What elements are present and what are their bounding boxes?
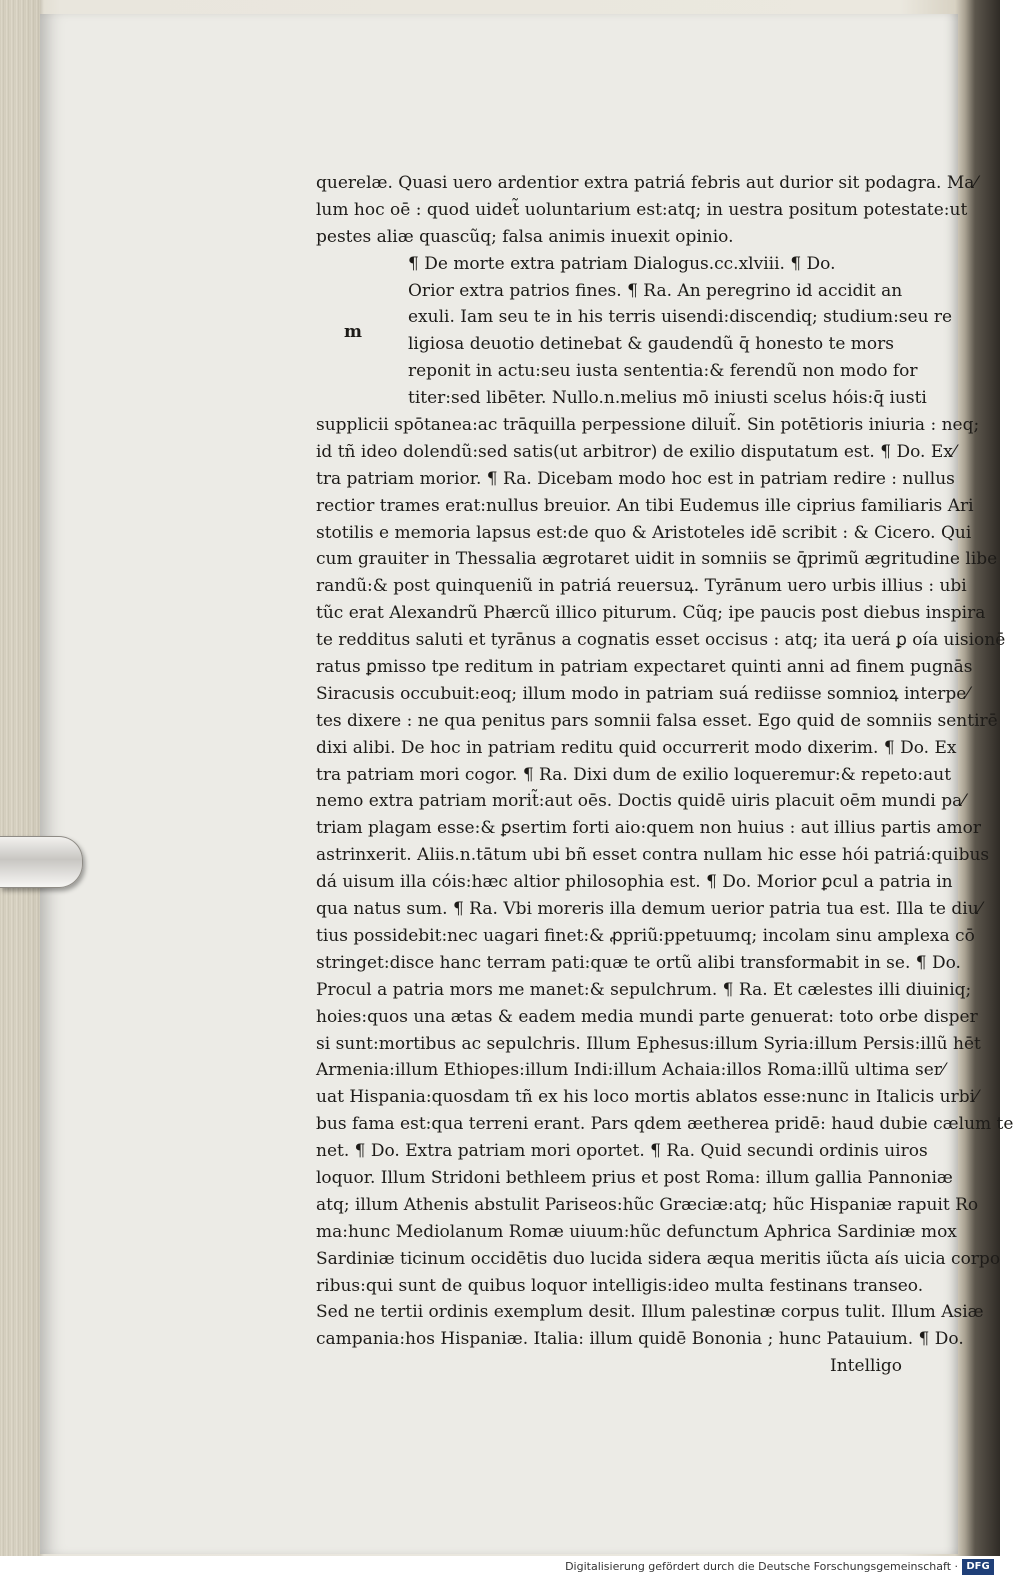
text-line: pestes aliæ quascũq; falsa animis inuexit opinio.	[316, 226, 734, 247]
text-line: ligiosa deuotio detinebat & gaudendũ q̄ honesto te mors	[408, 334, 895, 355]
text-line: dixi alibi. De hoc in patriam reditu quid occurrerit modo dixerim. ¶ Do. Ex	[316, 737, 957, 758]
text-line: tes dixere : ne qua penitus pars somnii falsa esset. Ego quid de somniis sentirē	[316, 710, 998, 731]
margin-mark: m	[344, 322, 362, 342]
text-line: qua natus sum. ¶ Ra. Vbi moreris illa demum uerior patria tua est. Illa te diu⁄	[316, 899, 982, 920]
text-line: lum hoc oē : quod uidet̃ uoluntarium est:atq; in uestra positum potestate:ut	[316, 199, 968, 220]
page-text	[316, 170, 1013, 1380]
dfg-logo: DFG	[962, 1559, 994, 1575]
text-line: randũ:& post quinqueniũ in patriá reuersuꝝ. Tyrānum uero urbis illius : ubi	[316, 576, 967, 597]
text-line: exuli. Iam seu te in his terris uisendi:discendiq; studium:seu re	[408, 307, 953, 328]
text-line: si sunt:mortibus ac sepulchris. Illum Ephesus:illum Syria:illum Persis:illũ hēt	[316, 1033, 981, 1054]
text-line: titer:sed libēter. Nullo.n.melius mō iniusti scelus hóis:q̄ iusti	[408, 388, 927, 409]
text-line: hoies:quos una ætas & eadem media mundi parte genuerat: toto orbe disper	[316, 1006, 978, 1027]
text-line: tũc erat Alexandrũ Phærcũ illico piturum. Cũq; ipe paucis post diebus inspira	[316, 603, 986, 624]
page-clip	[0, 836, 83, 888]
text-line: nemo extra patriam morit̃:aut oēs. Doctis quidē uiris placuit oēm mundi pa⁄	[316, 791, 966, 812]
text-line: tius possidebit:nec uagari finet:& ꝓpriũ:ppetuumq; incolam sinu amplexa cō	[316, 925, 975, 946]
text-line: supplicii spōtanea:ac trāquilla perpessione diluit̃. Sin potētioris iniuria : neq;	[316, 415, 980, 436]
text-line: id tñ ideo dolendũ:sed satis(ut arbitror) de exilio disputatum est. ¶ Do. Ex⁄	[316, 441, 956, 462]
text-line: bus fama est:qua terreni erant. Pars qdem æetherea pridē: haud dubie cælum te	[316, 1114, 1013, 1135]
text-line: uat Hispania:quosdam tñ ex his loco mortis ablatos esse:nunc in Italicis urbi⁄	[316, 1087, 978, 1108]
text-line: cum grauiter in Thessalia ægrotaret uidit in somniis se q̄primũ ægritudine libe	[316, 549, 998, 570]
funding-credit: Digitalisierung gefördert durch die Deutsche Forschungsgemeinschaft ·	[565, 1560, 958, 1573]
text-line: ratus ꝑmisso tpe reditum in patriam expectaret quinti anni ad finem pugnās	[316, 657, 973, 678]
book-page-edges	[0, 0, 40, 1556]
text-line: net. ¶ Do. Extra patriam mori oportet. ¶ Ra. Quid secundi ordinis uiros	[316, 1141, 928, 1162]
text-line: Sed ne tertii ordinis exemplum desit. Illum palestinæ corpus tulit. Illum Asiæ	[316, 1302, 984, 1323]
text-line: astrinxerit. Aliis.n.tātum ubi bñ esset contra nullam hic esse hói patriá:quibus	[316, 845, 990, 866]
text-line: Procul a patria mors me manet:& sepulchrum. ¶ Ra. Et cælestes illi diuiniq;	[316, 979, 972, 1000]
text-line: ribus:qui sunt de quibus loquor intelligis:ideo multa festinans transeo.	[316, 1275, 924, 1296]
text-line: Orior extra patrios fines. ¶ Ra. An peregrino id accidit an	[408, 280, 903, 301]
text-line: stringet:disce hanc terram pati:quæ te ortũ alibi transformabit in se. ¶ Do.	[316, 952, 961, 973]
text-line: dá uisum illa cóis:hæc altior philosophia est. ¶ Do. Morior ꝑcul a patria in	[316, 872, 953, 893]
text-line: triam plagam esse:& ꝑsertim forti aio:quem non huius : aut illius partis amor	[316, 818, 982, 839]
text-line: ma:hunc Mediolanum Romæ uiuum:hũc defunctum Aphrica Sardiniæ mox	[316, 1221, 957, 1242]
text-line: atq; illum Athenis abstulit Pariseos:hũc Græciæ:atq; hũc Hispaniæ rapuit Ro	[316, 1194, 979, 1215]
text-line: te redditus saluti et tyrānus a cognatis esset occisus : atq; ita uerá ꝑ oía uisionē	[316, 630, 1006, 651]
text-line: tra patriam mori cogor. ¶ Ra. Dixi dum de exilio loqueremur:& repeto:aut	[316, 764, 952, 785]
text-line: Armenia:illum Ethiopes:illum Indi:illum Achaia:illos Roma:illũ ultima ser⁄	[316, 1060, 945, 1081]
text-line: tra patriam morior. ¶ Ra. Dicebam modo hoc est in patriam redire : nullus	[316, 468, 955, 489]
text-line: rectior trames erat:nullus breuior. An tibi Eudemus ille ciprius familiaris Ari	[316, 495, 974, 516]
footer-bar	[0, 1556, 1000, 1581]
text-line: querelæ. Quasi uero ardentior extra patriá febris aut durior sit podagra. Ma⁄	[316, 173, 978, 193]
text-line: loquor. Illum Stridoni bethleem prius et post Roma: illum gallia Pannoniæ	[316, 1167, 953, 1188]
text-line: campania:hos Hispaniæ. Italia: illum quidē Bononia ; hunc Patauium. ¶ Do.	[316, 1329, 964, 1350]
catchword: Intelligo	[830, 1356, 902, 1377]
text-line: Sardiniæ ticinum occidētis duo lucida sidera æqua meritis iũcta aís uicia corpo	[316, 1248, 1001, 1269]
text-line: stotilis e memoria lapsus est:de quo & Aristoteles idē scribit : & Cicero. Qui	[316, 522, 972, 543]
text-line: reponit in actu:seu iusta sententia:& ferendũ non modo for	[408, 361, 918, 382]
text-line: Siracusis occubuit:eoq; illum modo in patriam suá rediisse somnioꝝ interpe⁄	[316, 683, 970, 704]
dialogue-heading: ¶ De morte extra patriam Dialogus.cc.xlviii. ¶ Do.	[408, 253, 836, 274]
